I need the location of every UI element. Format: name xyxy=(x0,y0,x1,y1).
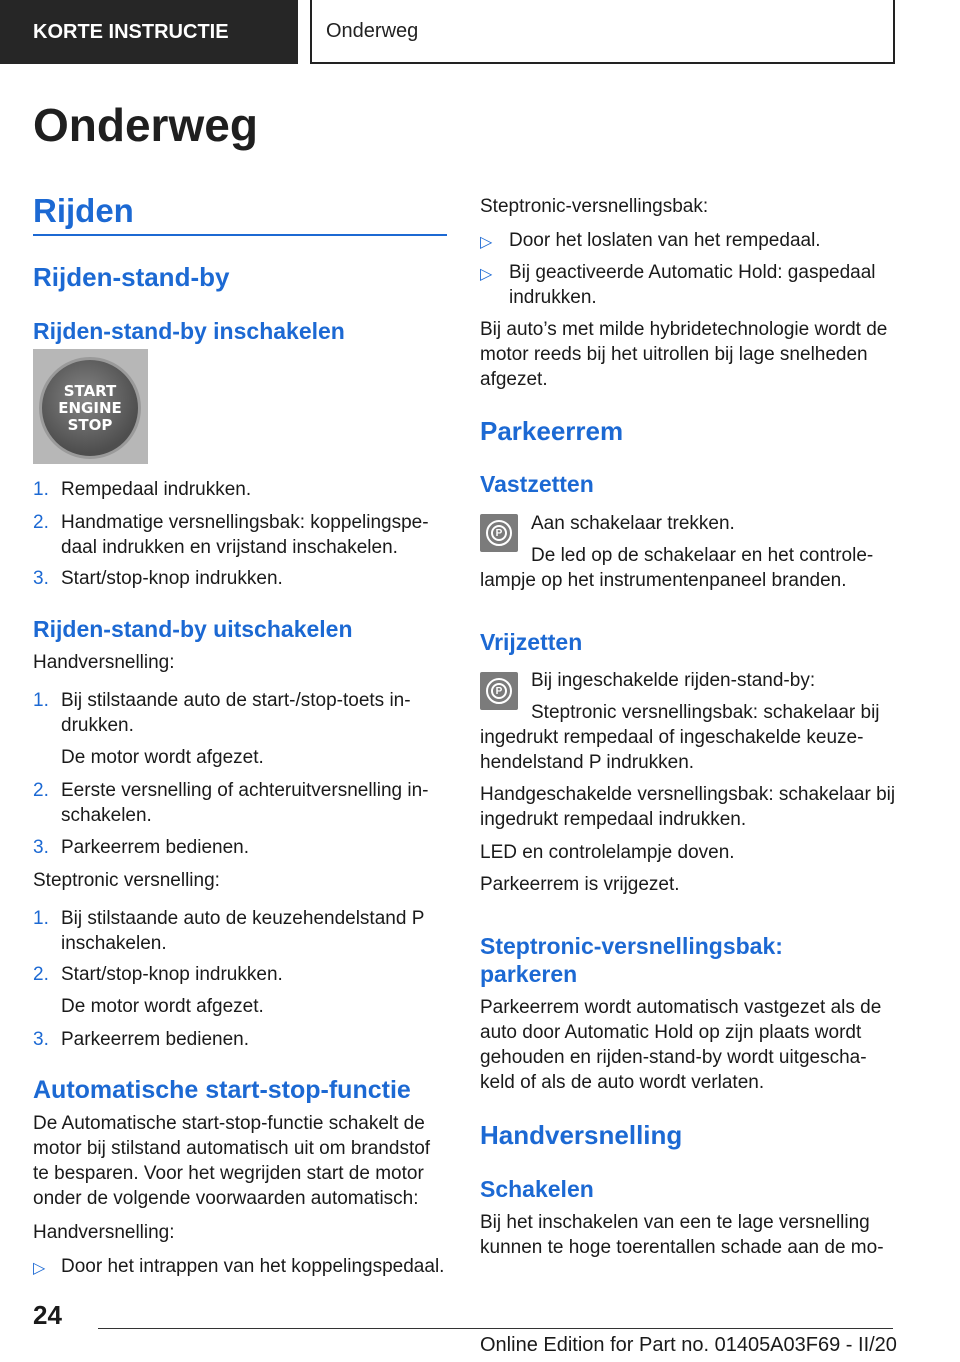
bullet-text: Bij geactiveerde Automatic Hold: gaspedaal xyxy=(509,262,876,283)
footer-rule xyxy=(98,1328,893,1329)
paragraph-line: onder de volgende voorwaarden automatisch: xyxy=(33,1188,419,1209)
paragraph-line: Bij het inschakelen van een te lage versnelling xyxy=(480,1212,870,1233)
paragraph-line: motor reeds bij het uitrollen bij lage snelheden xyxy=(480,344,868,365)
step-text: Rempedaal indrukken. xyxy=(61,479,252,500)
parking-brake-icon: P xyxy=(480,514,518,552)
bullet-text: indrukken. xyxy=(509,287,597,308)
step-text: Eerste versnelling of achteruitversnelling in- xyxy=(61,780,429,801)
heading-stand-by-inschakelen: Rijden-stand-by inschakelen xyxy=(33,318,345,344)
start-engine-stop-image xyxy=(33,349,148,464)
paragraph-line: Parkeerrem wordt automatisch vastgezet als de xyxy=(480,997,882,1018)
page-number: 24 xyxy=(33,1300,62,1330)
step-text: inschakelen. xyxy=(61,933,167,954)
header-tab-label: KORTE INSTRUCTIE xyxy=(33,20,229,43)
heading-steptronic-parkeren-line2: parkeren xyxy=(480,961,578,987)
paragraph-line: gehouden en rijden-stand-by wordt uitgescha- xyxy=(480,1047,867,1068)
triangle-right-icon: ▷ xyxy=(480,234,493,251)
heading-rijden: Rijden xyxy=(33,192,134,229)
parking-brake-icon: P xyxy=(480,672,518,710)
page-title: Onderweg xyxy=(33,99,258,151)
heading-steptronic-parkeren: Steptronic-versnellingsbak: xyxy=(480,933,783,959)
paragraph-line: Parkeerrem is vrijgezet. xyxy=(480,874,680,895)
heading-handversnelling: Handversnelling xyxy=(480,1120,683,1150)
heading-stand-by: Rijden-stand-by xyxy=(33,262,230,292)
heading-vastzetten: Vastzetten xyxy=(480,471,594,497)
bullet-text: Door het loslaten van het rempedaal. xyxy=(509,230,821,251)
label-steptronic: Steptronic versnelling: xyxy=(33,870,220,891)
paragraph-line: De led op de schakelaar en het controle- xyxy=(531,545,874,566)
paragraph-line: ingedrukt rempedaal indrukken. xyxy=(480,809,747,830)
paragraph-line: motor bij stilstand automatisch uit om brandstof xyxy=(33,1138,431,1159)
paragraph-line: Bij auto’s met milde hybridetechnologie wordt de xyxy=(480,319,888,340)
start-engine-stop-icon xyxy=(39,357,141,459)
step-text: schakelen. xyxy=(61,805,152,826)
step-number: 1. xyxy=(33,908,49,929)
step-text: Handmatige versnellingsbak: koppelingspe- xyxy=(61,512,429,533)
step-number: 3. xyxy=(33,837,49,858)
header-section-label: Onderweg xyxy=(326,19,419,42)
step-number: 1. xyxy=(33,479,49,500)
paragraph-line: Handgeschakelde versnellingsbak: schakelaar bij xyxy=(480,784,896,805)
paragraph-line: De Automatische start-stop-functie schakelt de xyxy=(33,1113,425,1134)
step-text: De motor wordt afgezet. xyxy=(61,996,264,1017)
step-number: 2. xyxy=(33,964,49,985)
header-tab-korte-instructie[interactable] xyxy=(0,0,298,64)
step-text: Parkeerrem bedienen. xyxy=(61,1029,249,1050)
paragraph-line: ingedrukt rempedaal of ingeschakelde keuze- xyxy=(480,727,864,748)
paragraph-line: kunnen te hoge toerentallen schade aan de mo- xyxy=(480,1237,884,1258)
label-handversnelling: Handversnelling: xyxy=(33,1222,175,1243)
paragraph-line: lampje op het instrumentenpaneel branden. xyxy=(480,570,847,591)
paragraph-line: Bij ingeschakelde rijden-stand-by: xyxy=(531,670,816,691)
step-number: 2. xyxy=(33,780,49,801)
step-text: Start/stop-knop indrukken. xyxy=(61,964,283,985)
heading-automatische-start-stop: Automatische start-stop-functie xyxy=(33,1076,411,1104)
heading-stand-by-uitschakelen: Rijden-stand-by uitschakelen xyxy=(33,616,353,642)
paragraph-line: afgezet. xyxy=(480,369,548,390)
paragraph-line: Aan schakelaar trekken. xyxy=(531,513,735,534)
heading-rule xyxy=(33,234,447,236)
step-number: 3. xyxy=(33,1029,49,1050)
step-text: Bij stilstaande auto de start-/stop-toets in- xyxy=(61,690,411,711)
start-label: START xyxy=(63,381,117,400)
header-tab-section[interactable] xyxy=(310,0,895,64)
paragraph-line: te besparen. Voor het wegrijden start de motor xyxy=(33,1163,424,1184)
paragraph-line: LED en controlelampje doven. xyxy=(480,842,735,863)
step-number: 3. xyxy=(33,568,49,589)
label-handversnelling: Handversnelling: xyxy=(33,652,175,673)
heading-vrijzetten: Vrijzetten xyxy=(480,629,583,655)
paragraph-line: keld of als de auto wordt verlaten. xyxy=(480,1072,765,1093)
paragraph-line: hendelstand P indrukken. xyxy=(480,752,695,773)
paragraph-line: auto door Automatic Hold op zijn plaats wordt xyxy=(480,1022,862,1043)
heading-parkeerrem: Parkeerrem xyxy=(480,416,624,446)
step-text: drukken. xyxy=(61,715,134,736)
step-text: Bij stilstaande auto de keuzehendelstand P xyxy=(61,908,425,929)
step-text: Parkeerrem bedienen. xyxy=(61,837,249,858)
paragraph-line: Steptronic versnellingsbak: schakelaar bij xyxy=(531,702,880,723)
triangle-right-icon: ▷ xyxy=(480,266,493,283)
stop-label: STOP xyxy=(67,415,113,434)
heading-schakelen: Schakelen xyxy=(480,1176,594,1202)
step-number: 2. xyxy=(33,512,49,533)
bullet-text: Door het intrappen van het koppelingspedaal. xyxy=(61,1256,445,1277)
step-text: De motor wordt afgezet. xyxy=(61,747,264,768)
label-steptronic-bak: Steptronic-versnellingsbak: xyxy=(480,196,709,217)
step-text: daal indrukken en vrijstand inschakelen. xyxy=(61,537,398,558)
triangle-right-icon: ▷ xyxy=(33,1260,46,1277)
step-number: 1. xyxy=(33,690,49,711)
step-text: Start/stop-knop indrukken. xyxy=(61,568,283,589)
footer-edition: Online Edition for Part no. 01405A03F69 - II/20 xyxy=(480,1334,897,1356)
engine-label: ENGINE xyxy=(58,398,122,417)
